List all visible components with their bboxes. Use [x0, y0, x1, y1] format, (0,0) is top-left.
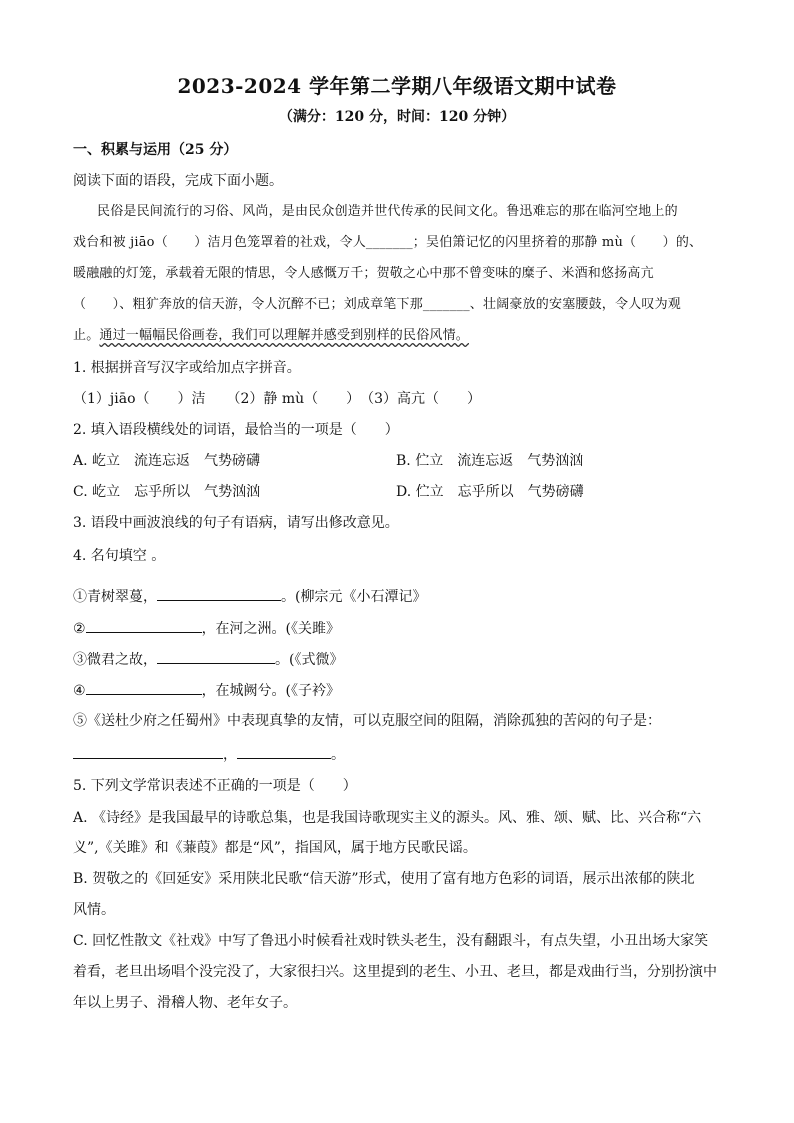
q4-stem: 4. 名句填空 。	[73, 548, 166, 564]
q5-option-a-line-2: 义”,《关雎》和《蒹葭》都是“风”，指国风，属于地方民歌民谣。	[73, 840, 477, 856]
answer-blank	[86, 680, 202, 695]
q4-sentence-5: ⑤《送杜少府之任蜀州》中表现真挚的友情，可以克服空间的阻隔，消除孤独的苦闷的句子是：	[73, 713, 661, 729]
answer-blank	[73, 744, 223, 759]
q5-stem: 5. 下列文学常识表述不正确的一项是（ ）	[73, 778, 357, 794]
q4-s2-suffix: ，在河之洲。(《关雎》	[201, 621, 341, 637]
section-heading: 一、积累与运用（25 分）	[73, 142, 238, 158]
q2-stem: 2. 填入语段横线处的词语，最恰当的一项是（ ）	[73, 422, 399, 438]
passage-line-3: 暖融融的灯笼，承载着无限的情思，令人感慨万千；贺敬之心中那不曾变味的糜子、米酒和悠扬高亢	[73, 266, 654, 281]
q4-s1-suffix: 。(柳宗元《小石潭记》	[281, 589, 427, 605]
exam-title: 2023-2024 学年第二学期八年级语文期中试卷	[177, 74, 617, 98]
q5-option-b-line-2: 风情。	[73, 902, 115, 918]
q4-s4-prefix: ④	[73, 683, 86, 699]
q4-s1-prefix: ①青树翠蔓，	[73, 589, 157, 605]
q2-option-a: A. 屹立 流连忘返 气势磅礴	[73, 453, 261, 469]
q4-sentence-4	[73, 680, 340, 701]
section-intro: 阅读下面的语段，完成下面小题。	[73, 173, 283, 189]
q5-option-a-line-1: A. 《诗经》是我国最早的诗歌总集，也是我国诗歌现实主义的源头。风、雅、颂、赋、比、兴合称“六	[73, 810, 702, 826]
q5-option-c-line-1: C. 回忆性散文《社戏》中写了鲁迅小时候看社戏时铁头老生，没有翻跟斗，有点失望，小丑出场大家笑	[73, 933, 709, 949]
q4-s5-end: 。	[331, 747, 345, 763]
q2-option-d: D. 伫立 忘乎所以 气势磅礴	[396, 484, 584, 500]
passage-line-4: （ ）、粗犷奔放的信天游，令人沉醉不已；刘成章笔下那_______、壮阔豪放的安塞腰鼓，令人叹为观	[73, 297, 682, 312]
exam-subtitle: （满分：120 分，时间：120 分钟）	[278, 109, 516, 125]
q4-s3-suffix: 。(《式微》	[275, 652, 344, 668]
passage-line-5	[73, 326, 469, 346]
q1-stem: 1. 根据拼音写汉字或给加点字拼音。	[73, 360, 301, 376]
answer-blank	[237, 744, 331, 759]
wavy-sentence: 通过一幅幅民俗画卷，我们可以理解并感受到别样的民俗风情。	[99, 328, 470, 343]
q4-s5-comma: ，	[223, 747, 237, 763]
q2-option-c: C. 屹立 忘乎所以 气势汹汹	[73, 484, 261, 500]
q4-sentence-5-blanks	[73, 744, 345, 765]
passage-line-1: 民俗是民间流行的习俗、风尚，是由民众创造并世代传承的民间文化。鲁迅难忘的那在临河空地上的	[97, 204, 678, 219]
q5-option-c-line-2: 着看，老旦出场唱个没完没了，大家很扫兴。这里提到的老生、小丑、老旦，都是戏曲行当，分别扮演中	[73, 964, 717, 980]
q4-sentence-3	[73, 649, 343, 670]
passage-line-2: 戏台和被 jiāo（ ）洁月色笼罩着的社戏，令人_______；吴伯箫记忆的闪里挤着的那静 mù（ ）的、	[73, 235, 703, 250]
q3-stem: 3. 语段中画波浪线的句子有语病，请写出修改意见。	[73, 515, 399, 531]
answer-blank	[157, 586, 281, 601]
q5-option-c-line-3: 年以上男子、滑稽人物、老年女子。	[73, 995, 297, 1011]
q2-option-b: B. 伫立 流连忘返 气势汹汹	[396, 453, 584, 469]
passage-line-5-start: 止。	[73, 328, 100, 343]
q4-s3-prefix: ③微君之故，	[73, 652, 157, 668]
q4-s4-suffix: ，在城阙兮。(《子衿》	[201, 683, 341, 699]
answer-blank	[86, 618, 202, 633]
q4-s2-prefix: ②	[73, 621, 86, 637]
q5-option-b-line-1: B. 贺敬之的《回延安》采用陕北民歌“信天游”形式，使用了富有地方色彩的词语，展示出浓郁的陕北	[73, 871, 695, 887]
q1-items: （1）jiāo（ ）洁 （2）静 mù（ ） （3）高亢（ ）	[73, 391, 482, 407]
q4-sentence-2	[73, 618, 340, 639]
answer-blank	[157, 649, 275, 664]
q4-sentence-1	[73, 586, 426, 607]
